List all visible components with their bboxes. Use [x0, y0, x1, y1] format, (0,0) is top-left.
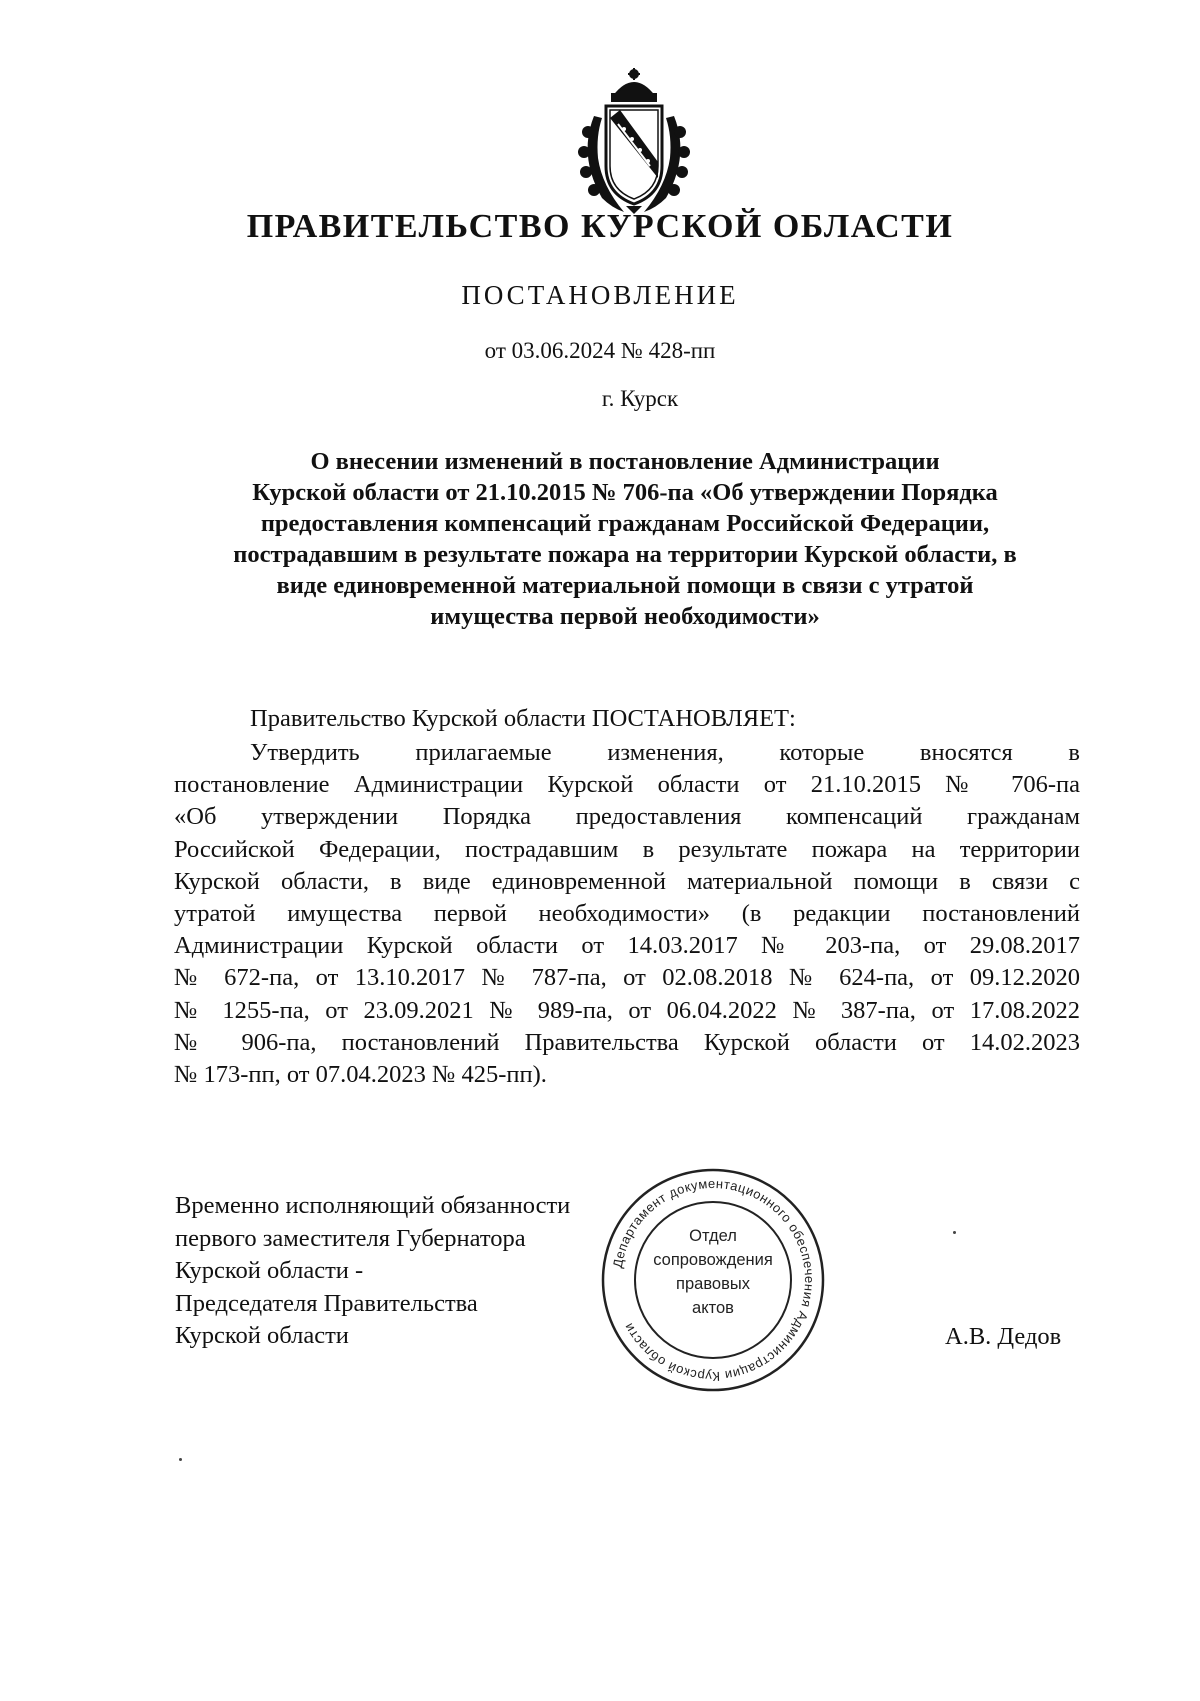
- document-subject: [175, 446, 1075, 632]
- scan-speck: [953, 1231, 956, 1234]
- signer-position-line: первого заместителя Губернатора: [175, 1224, 526, 1252]
- subject-line: О внесении изменений в постановление Администрации: [310, 448, 940, 475]
- signer-name: А.В. Дедов: [945, 1323, 1062, 1350]
- stamp-line: сопровождения: [653, 1251, 773, 1269]
- kursk-coat-of-arms-icon: [572, 66, 696, 216]
- subject-line: имущества первой необходимости»: [430, 603, 820, 630]
- document-type: ПОСТАНОВЛЕНИЕ: [461, 280, 739, 310]
- signer-position-line: Председателя Правительства: [175, 1289, 478, 1317]
- paragraph-line: Российской Федерации, пострадавшим в результате пожара на территории: [174, 835, 1080, 863]
- paragraph-line: Курской области, в виде единовременной материальной помощи в связи с: [174, 867, 1080, 895]
- subject-line: предоставления компенсаций гражданам Российской Федерации,: [260, 510, 990, 537]
- scan-speck: [179, 1458, 182, 1461]
- stamp-center-text: [636, 1224, 790, 1320]
- paragraph-line: № 1255-па, от 23.09.2021 № 989-па, от 06.04.2022 № 387-па, от 17.08.2022: [174, 996, 1080, 1024]
- paragraph-line: № 173-пп, от 07.04.2023 № 425-пп).: [174, 1061, 547, 1089]
- document-date-number: от 03.06.2024 № 428-пп: [484, 338, 716, 363]
- stamp-ring-text: Департамент документационного обеспечения Администрации Курской области: [609, 1175, 818, 1385]
- signer-position: [175, 1190, 570, 1353]
- signer-position-line: Временно исполняющий обязанности: [175, 1192, 571, 1219]
- government-title: ПРАВИТЕЛЬСТВО КУРСКОЙ ОБЛАСТИ: [246, 208, 954, 245]
- resolution-paragraph: [174, 737, 1080, 1091]
- stamp-line: правовых: [676, 1275, 750, 1293]
- resolution-lead: Правительство Курской области ПОСТАНОВЛЯЕТ:: [250, 705, 796, 732]
- paragraph-line: утратой имущества первой необходимости» (в редакции постановлений: [174, 900, 1080, 928]
- subject-line: виде единовременной материальной помощи в связи с утратой: [276, 572, 974, 599]
- paragraph-line: постановление Администрации Курской области от 21.10.2015 № 706-па: [174, 771, 1080, 799]
- paragraph-line: Администрации Курской области от 14.03.2017 № 203-па, от 29.08.2017: [174, 932, 1080, 960]
- signer-position-line: Курской области -: [175, 1257, 364, 1284]
- stamp-line: актов: [692, 1299, 734, 1317]
- subject-line: пострадавшим в результате пожара на территории Курской области, в: [233, 541, 1017, 568]
- paragraph-line: № 906-па, постановлений Правительства Курской области от 14.02.2023: [174, 1028, 1080, 1056]
- paragraph-line: «Об утверждении Порядка предоставления компенсаций гражданам: [174, 803, 1080, 831]
- signer-position-line: Курской области: [175, 1322, 349, 1349]
- paragraph-line: Утвердить прилагаемые изменения, которые вносятся в: [250, 739, 1080, 766]
- stamp-line: Отдел: [689, 1227, 737, 1245]
- paragraph-line: № 672-па, от 13.10.2017 № 787-па, от 02.08.2018 № 624-па, от 09.12.2020: [174, 964, 1080, 992]
- document-city: г. Курск: [601, 386, 679, 411]
- subject-line: Курской области от 21.10.2015 № 706-па «Об утверждении Порядка: [252, 479, 998, 506]
